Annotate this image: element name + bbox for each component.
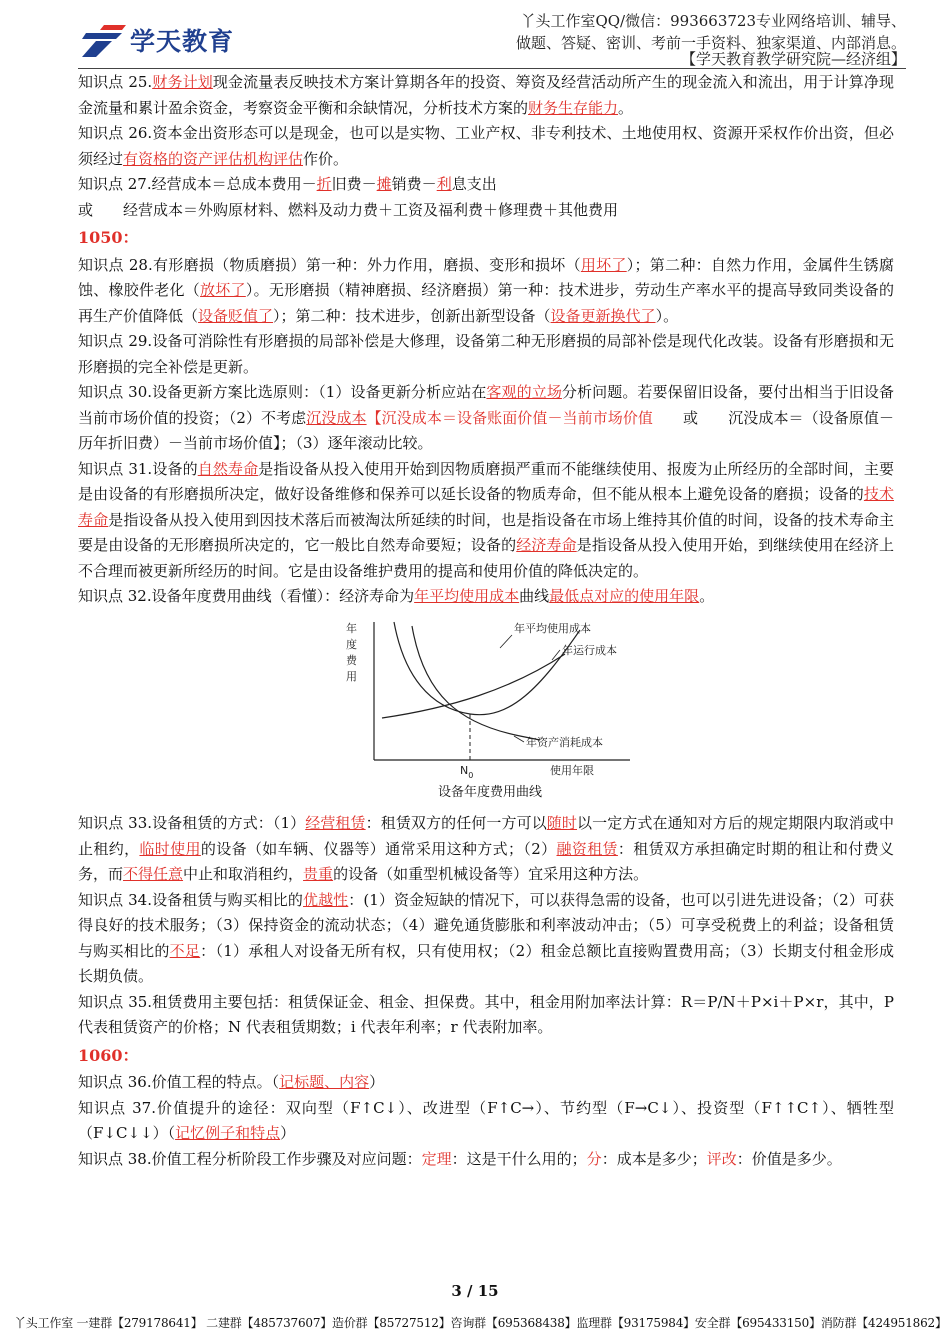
logo <box>82 20 234 60</box>
point-27: 知识点 27.经营成本＝总成本费用－折旧费－摊销费－利息支出 <box>78 175 497 193</box>
section-1050: 1050： <box>78 228 139 247</box>
label-n0: $N_0$ <box>460 763 474 780</box>
header-line-2: 做题、答疑、密训、考前一手资料、独家渠道、内部消息。 <box>515 34 906 52</box>
point-38: 知识点 38.价值工程分析阶段工作步骤及对应问题：定理：这是干什么用的；分：成本是多少；评改：价值是多少。 <box>78 1149 842 1168</box>
point-36: 知识点 36.价值工程的特点。（记标题、内容） <box>78 1073 385 1091</box>
point-25: 知识点 25.财务计划现金流量表反映技术方案计算期各年的投资、筹资及经营活动所产生的现金流入和流出，用于计算净现金流量和累计盈余资金，考察资金平衡和余缺情况，分析技术方案的财务生存能力。 <box>78 73 894 117</box>
ylabel-char: 费 <box>346 653 357 667</box>
point-37: 知识点 37.价值提升的途径：双向型（F↑C↓）、改进型（F↑C→）、节约型（F→C↓）、投资型（F↑↑C↑）、牺牲型（F↓C↓↓）（记忆例子和特点） <box>78 1098 894 1142</box>
ylabel-char: 年 <box>346 621 357 635</box>
leader-avg <box>500 635 512 648</box>
point-27-alt: 或 经营成本＝外购原材料、燃料及动力费＋工资及福利费＋修理费＋其他费用 <box>78 200 619 219</box>
logo-mark-icon <box>82 23 126 57</box>
point-32: 知识点 32.设备年度费用曲线（看懂）：经济寿命为年平均使用成本曲线最低点对应的使用年限。 <box>78 587 715 605</box>
footer-text: 丫头工作室 一建群【279178641】 二建群【485737607】造价群【85727512】咨询群【695368438】监理群【93175984】安全群【695433150】消防群【424951862】 <box>14 1316 947 1330</box>
label-avg-cost: 年平均使用成本 <box>514 621 591 635</box>
point-28: 知识点 28.有形磨损（物质磨损）第一种：外力作用，磨损、变形和损坏（用坏了）；第二种：自然力作用，金属件生锈腐蚀、橡胶件老化（放坏了）。无形磨损（精神磨损、经济磨损）第一种：技术进步，劳动生产率水平的提高导致同类设备的再生产价值降低（设备贬值了）；第二种：技术进步，创新出新型设备（设备更新换代了）。 <box>78 255 894 325</box>
operating-cost-curve <box>382 654 565 718</box>
point-29: 知识点 29.设备可消除性有形磨损的局部补偿是大修理，设备第二种无形磨损的局部补偿是现代化改装。设备有形磨损和无形磨损的完全补偿是更新。 <box>78 332 894 376</box>
point-35: 知识点 35.租赁费用主要包括：租赁保证金、租金、担保费。其中，租金用附加率法计算：R＝P/N＋P×i＋P×r，其中，P 代表租赁资产的价格；N 代表租赁期数；i 代表年利率；r 代表附加率。 <box>78 992 894 1036</box>
ylabel-char: 度 <box>346 637 357 651</box>
section-1060: 1060： <box>78 1045 139 1065</box>
ylabel-char: 用 <box>346 669 357 683</box>
point-33: 知识点 33.设备租赁的方式：（1）经营租赁：租赁双方的任何一方可以随时以一定方式在通知对方后的规定期限内取消或中止租约，临时使用的设备（如车辆、仪器等）通常采用这种方式；（2）融资租赁：租赁双方承担确定时期的租让和付费义务，而不得任意中止和取消租约，贵重的设备（如重型机械设备等）宜采用这种方法。 <box>78 814 894 883</box>
avg-cost-curve <box>394 622 580 715</box>
label-operating-cost: 年运行成本 <box>562 643 617 657</box>
header-line-1: 丫头工作室QQ/微信：993663723专业网络培训、辅导、 <box>520 12 906 30</box>
header-line-3: 【学天教育教学研究院—经济组】 <box>680 50 906 68</box>
header-divider <box>78 68 906 69</box>
point-34: 知识点 34.设备租赁与购买相比的优越性：(1）资金短缺的情况下，可以获得急需的设备，也可以引进先进设备；（2）可获得良好的技术服务；（3）保持资金的流动状态；（4）避免通货膨胀和利率波动冲击；（5）可享受税费上的利益；设备租赁与购买相比的不足：（1）承租人对设备无所有权，只有使用权；（2）租金总额比直接购置费用高；（3）长期支付租金形成长期负债。 <box>78 890 894 985</box>
point-31: 知识点 31.设备的自然寿命是指设备从投入使用开始到因物质磨损严重而不能继续使用、报废为止所经历的全部时间，主要是由设备的有形磨损所决定，做好设备维修和保养可以延长设备的物质寿命，但不能从根本上避免设备的磨损；设备的技术寿命是指设备从投入使用到因技术落后而被淘汰所延续的时间，也是指设备在市场上维持其价值的时间，设备的技术寿命主要是由设备的无形磨损所决定的，它一般比自然寿命要短；设备的经济寿命是指设备从投入使用开始，到继续使用在经济上不合理而被更新所经历的时间。它是由设备维护费用的提高和使用价值的降低决定的。 <box>78 459 894 580</box>
xlabel: 使用年限 <box>550 763 594 777</box>
point-30: 知识点 30.设备更新方案比选原则：（1）设备更新分析应站在客观的立场分析问题。若要保留旧设备，要付出相当于旧设备当前市场价值的投资；（2）不考虑沉没成本【沉没成本＝设备账面价值－当前市场价值 或 沉没成本＝（设备原值－历年折旧费）－当前市场价值】；（3）逐年滚动比较。 <box>78 383 894 452</box>
figure-caption: 设备年度费用曲线 <box>437 784 542 800</box>
label-asset-cost: 年资产消耗成本 <box>526 735 603 749</box>
page-number: 3 / 15 <box>451 1282 499 1300</box>
annual-cost-curve-diagram <box>340 616 640 782</box>
document-body <box>78 70 894 1172</box>
point-26: 知识点 26.资本金出资形态可以是现金，也可以是实物、工业产权、非专利技术、土地使用权、资源开采权作价出资，但必须经过有资格的资产评估机构评估作价。 <box>78 124 894 168</box>
annual-cost-curve-figure <box>340 616 640 806</box>
logo-text: 学天教育 <box>130 27 235 56</box>
asset-cost-curve <box>412 626 540 740</box>
